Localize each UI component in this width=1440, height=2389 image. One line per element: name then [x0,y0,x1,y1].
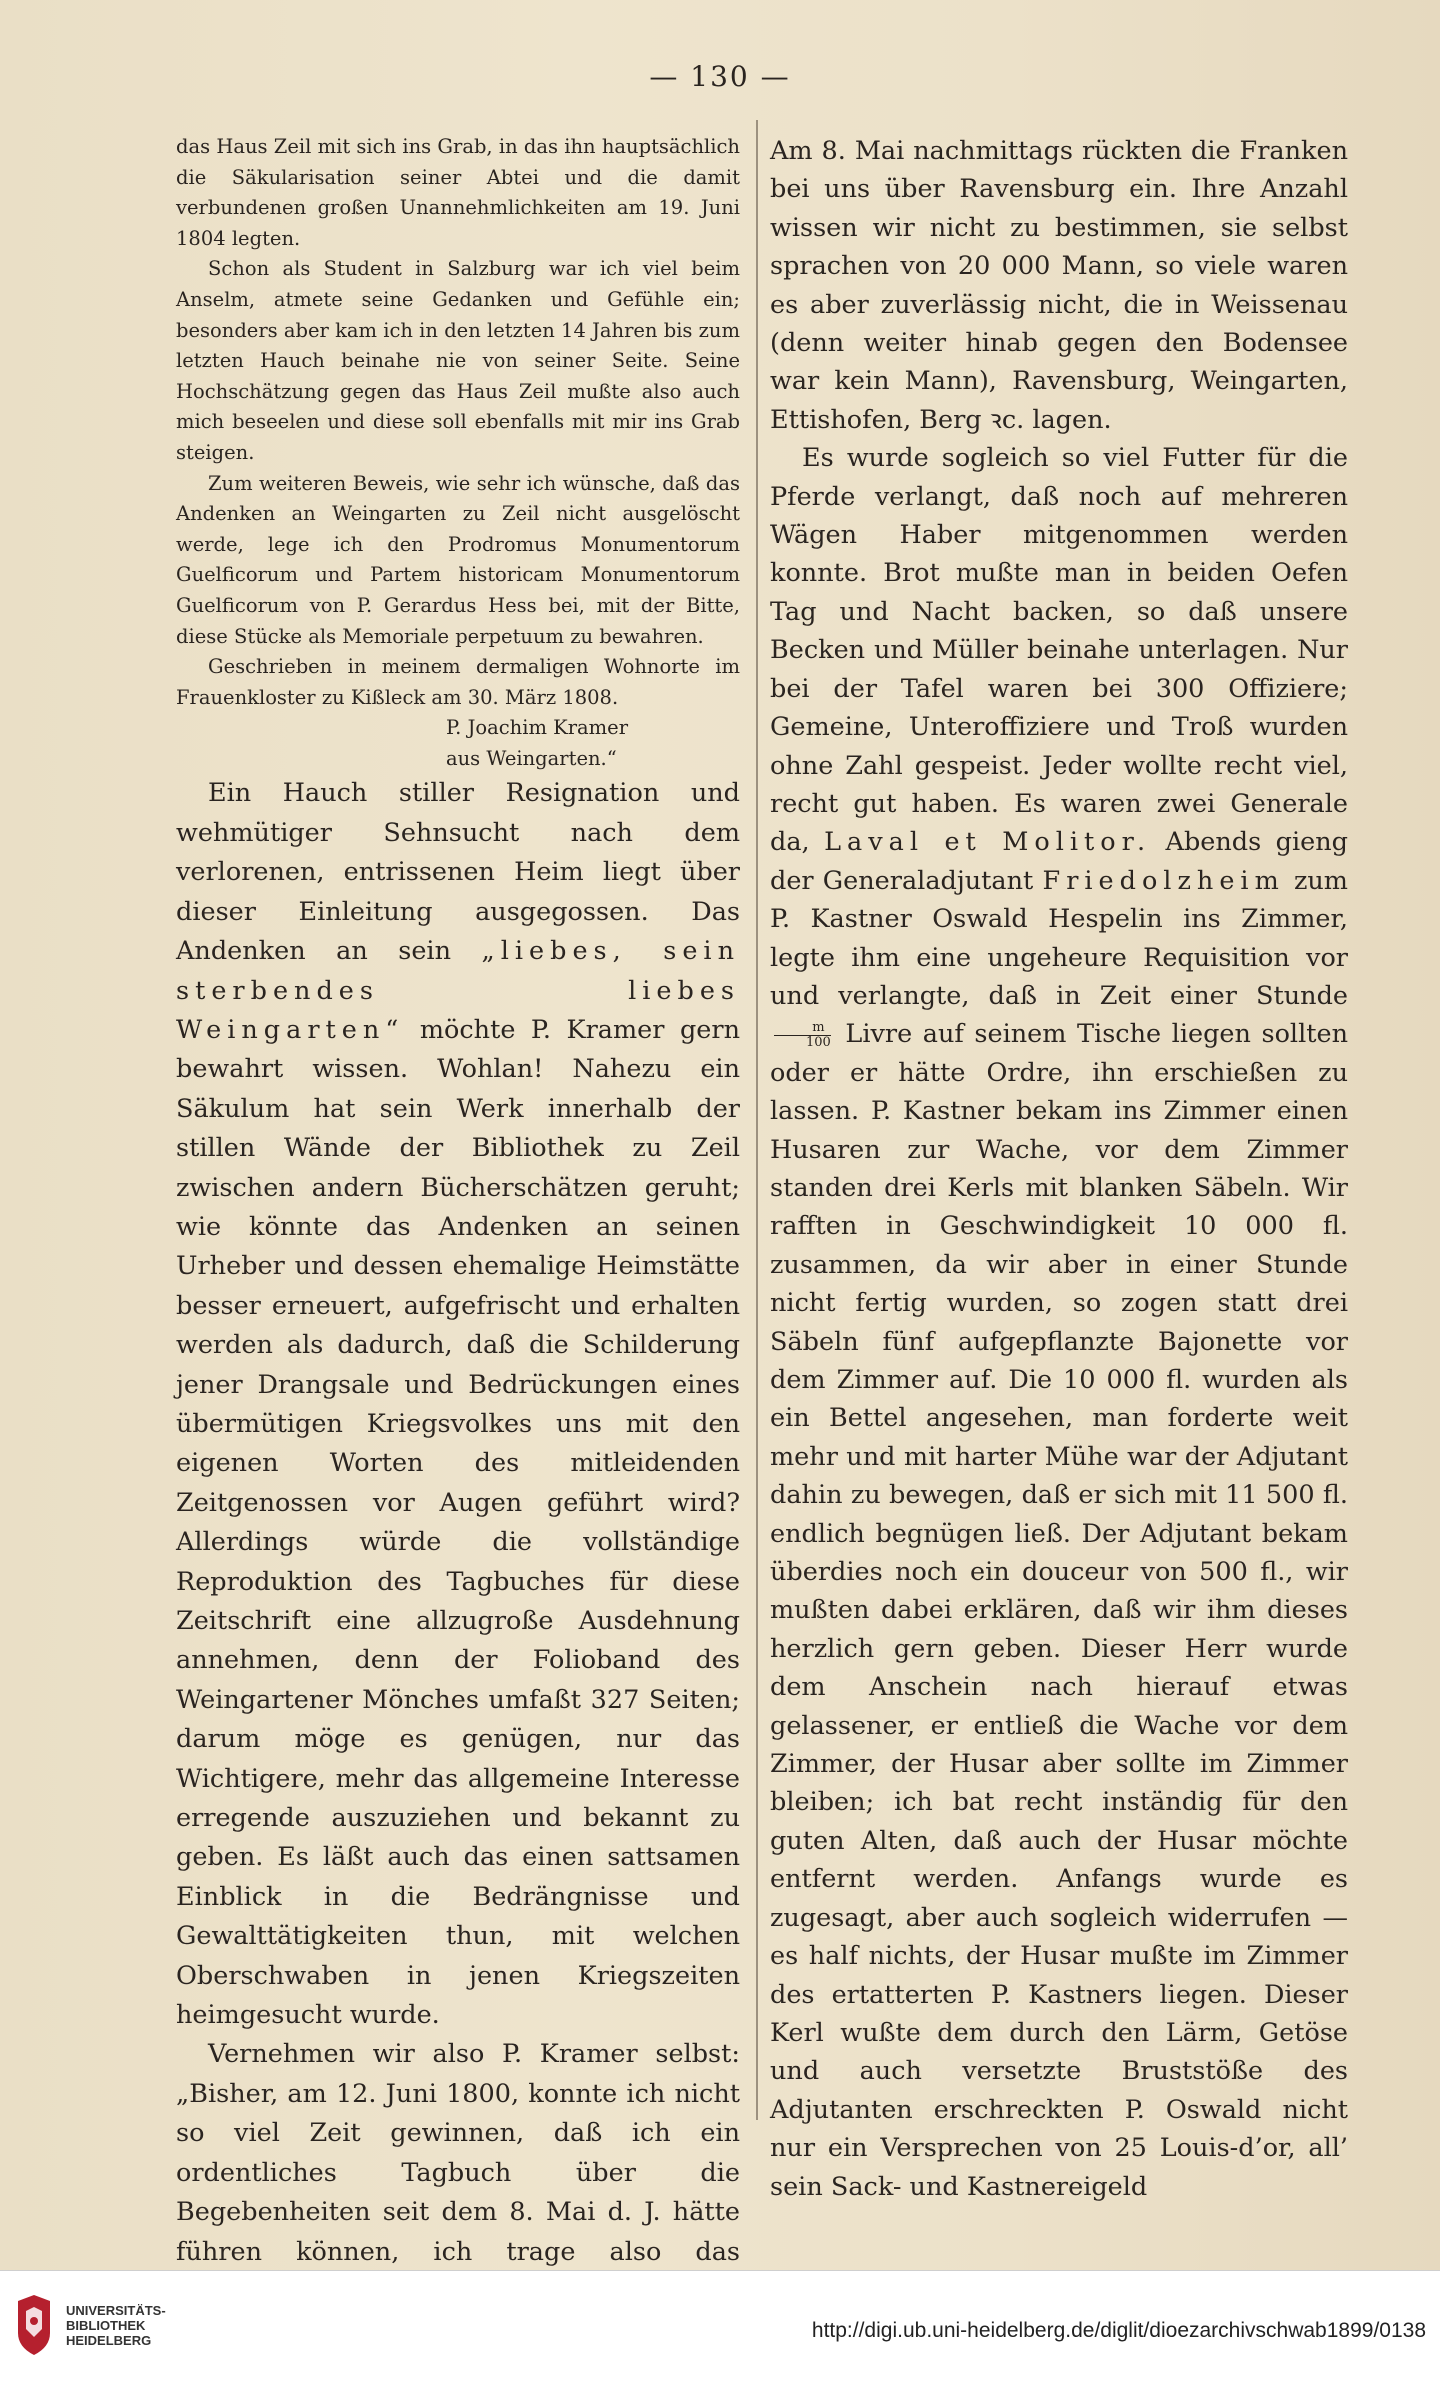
requisition-text-4: Livre auf seinem Tische liegen sollten oder er hätte Ordre, ihn erschießen zu lassen. P. Kastner bekam ins Zimmer einen Husaren zur Wache, vor dem Zimmer standen drei Kerls mit blanken Säbeln. Wir rafften in Geschwindigkeit 10 000 fl. zusammen, da wir aber in einer Stunde nicht fertig wurden, so zogen statt drei Säbeln fünf aufgepflanzte Bajonette vor dem Zimmer auf. Die 10 000 fl. wurden als ein Bettel angesehen, man forderte weit mehr und mit harter Mühe war der Adjutant dahin zu bewegen, daß er sich mit 11 500 fl. endlich begnügen ließ. Der Adjutant bekam überdies noch ein douceur von 500 fl., wir mußten dabei erklären, daß wir ihm dieses herzlich gern geben. Dieser Herr wurde dem Anschein nach hierauf etwas gelassener, er entließ die Wache vor dem Zimmer, der Husar aber sollte im Zimmer bleiben; ich bat recht inständig für den guten Alten, daß auch der Husar möchte entfernt werden. Anfangs wurde es zugesagt, aber auch sogleich widerrufen — es half nichts, der Husar mußte im Zimmer des ertatterten P. Kastners liegen. Dieser Kerl wußte dem durch den Lärm, Getöse und auch versetzte Bruststöße des Adjutanten erschreckten P. Oswald nicht nur ein Versprechen von 25 Louis-d’or, all’ sein Sack- und Kastnereigeld [770,1019,1348,2202]
commentary-text-rest: möchte P. Kramer gern bewahrt wissen. Wohlan! Nahezu ein Säkulum hat sein Werk innerhalb der stillen Wände der Bibliothek zu Zeil zwischen andern Bücherschätzen geruht; wie könnte das Andenken an seinen Urheber und dessen ehemalige Heimstätte besser erneuert, aufgefrischt und erhalten werden als dadurch, daß die Schilderung jener Drangsale und Bedrückungen eines übermütigen Kriegsvolkes uns mit den eigenen Worten des mitleidenden Zeitgenossen vor Augen geführt wird? Allerdings würde die vollständige Reproduktion des Tagbuches für diese Zeitschrift eine allzugroße Ausdehnung annehmen, denn der Folioband des Weingartener Mönches umfaßt 327 Seiten; darum möge es genügen, nur das Wichtigere, mehr das allgemeine Interesse erregende auszuziehen und bekannt zu geben. Es läßt auch das einen sattsamen Einblick in die Bedrängnisse und Gewalttätigkeiten thun, mit welchen Oberschwaben in jenen Kriegszeiten heimgesucht wurde. [176,1014,740,2031]
heidelberg-university-library-logo-icon [14,2293,54,2357]
right-column [770,132,1348,2206]
left-column [176,132,740,2351]
page-number: — 130 — [649,60,791,93]
adjutant-name: Friedolzheim [1042,865,1285,896]
letter-paragraph-salzburg: Schon als Student in Salzburg war ich viel beim Anselm, atmete seine Gedanken und Gefühle ein; besonders aber kam ich in den letzten 14 Jahren bis zum letzten Hauch beinahe nie von seiner Seite. Seine Hochschätzung gegen das Haus Zeil mußte also auch mich beseelen und diese soll ebenfalls mit mir ins Grab steigen. [176,257,740,464]
letter-dateline: Geschrieben in meinem dermaligen Wohnorte im Frauenkloster zu Kißleck am 30. März 1808. [176,655,740,709]
letter-signature-origin: aus Weingarten.“ [446,746,617,770]
requisition-text-3: zum P. Kastner Oswald Hespelin ins Zimmer, legte ihm eine ungeheure Requisition vor und verlangte, daß in Zeit einer Stunde [770,865,1348,1011]
library-logo-text [66,2303,166,2348]
letter-paragraph-proof: Zum weiteren Beweis, wie sehr ich wünsche, daß das Andenken an Weingarten zu Zeil nicht ausgelöscht werde, lege ich den Prodromus Monumentorum Guelficorum und Partem historicam Monumentorum Guelficorum von P. Gerardus Hess bei, mit der Bitte, diese Stücke als Memoriale perpetuum zu bewahren. [176,471,740,648]
commentary-paragraph [176,774,740,2035]
logo-line-1: UNIVERSITÄTS- [66,2303,166,2318]
generals-names: Laval et Molitor. [824,827,1152,858]
fraction-denominator: 100 [806,1034,831,1050]
requisition-text-2: Abends gieng der Generaladjutant [770,827,1348,896]
fraction [774,1021,831,1050]
franks-arrival-paragraph: Am 8. Mai nachmittags rückten die Franken bei uns über Ravensburg ein. Ihre Anzahl wissen wir nicht zu bestimmen, sie selbst sprachen von 20 000 Mann, so viele waren es aber zuverlässig nicht, die in Weissenau (denn weiter hinab gegen den Bodensee war kein Mann), Ravensburg, Weingarten, Ettishofen, Berg ꝛc. lagen. [770,136,1348,435]
kramer-quote-paragraph: Vernehmen wir also P. Kramer selbst: „Bisher, am 12. Juni 1800, konnte ich nicht so viel Zeit gewinnen, daß ich ein ordentliches Tagbuch über die Begebenheiten seit dem 8. Mai d. J. hätte führen können, ich trage also das [176,2039,740,2267]
logo-line-3: HEIDELBERG [66,2333,152,2348]
footer-bar [0,2270,1440,2389]
column-divider [756,120,758,2120]
logo-line-2: BIBLIOTHEK [66,2318,146,2333]
letter-closing-paragraph: das Haus Zeil mit sich ins Grab, in das ihn hauptsächlich die Säkularisation seiner Abtei und die damit verbundenen großen Unannehmlichkeiten am 19. Juni 1804 legten. [176,135,740,250]
requisition-text-1: Es wurde sogleich so viel Futter für die Pferde verlangt, daß noch auf mehreren Wägen Haber mitgenommen werden konnte. Brot mußte man in beiden Oefen Tag und Nacht backen, so daß unsere Becken und Müller beinahe unterlagen. Nur bei der Tafel waren bei 300 Offiziere; Gemeine, Unteroffiziere und Troß wurden ohne Zahl gespeist. Jeder wollte recht viel, recht gut haben. Es waren zwei Generale da, [770,443,1348,858]
source-url[interactable]: http://digi.ub.uni-heidelberg.de/diglit/dioezarchivschwab1899/0138 [811,2319,1426,2342]
letter-signature-name: P. Joachim Kramer [446,716,629,740]
commentary-text-start: Ein Hauch stiller Resignation und wehmütiger Sehnsucht nach dem verlorenen, entrissenen Heim liegt über dieser Einleitung ausgegossen. Das Andenken an sein [176,778,740,967]
spaced-quote: „liebes, sein sterbendes liebes Weingarten“ [176,936,740,1045]
fraction-numerator: m [774,1021,831,1036]
requisition-paragraph [770,439,1348,2206]
